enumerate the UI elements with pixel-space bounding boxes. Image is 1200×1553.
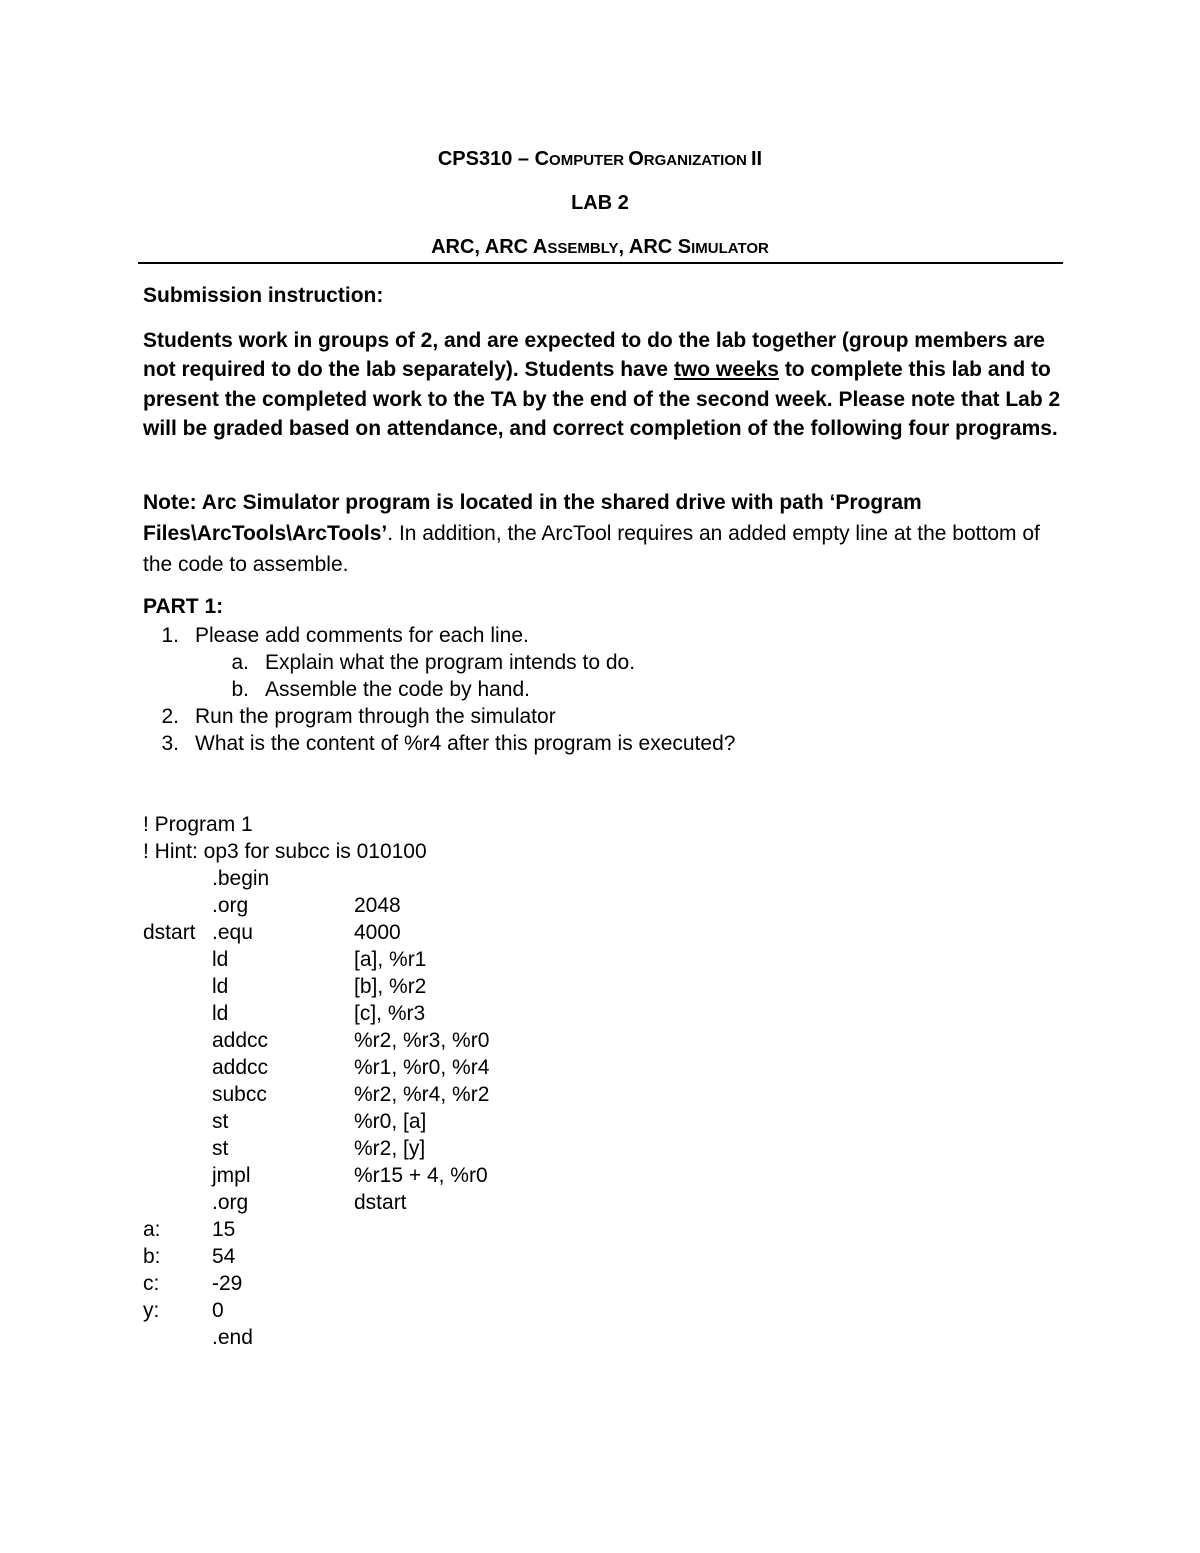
code-args: %r2, %r4, %r2 (354, 1083, 490, 1106)
code-args: 4000 (354, 921, 401, 944)
submission-text: to complete this lab and to present the completed work to the TA by the end of the second week. Please note that Lab 2 will be graded based on attendance, and correct completion of the following four programs. (143, 358, 1061, 441)
list-marker: 1. (161, 624, 179, 647)
code-args: dstart (354, 1191, 407, 1214)
list-marker: a. (231, 651, 249, 674)
code-args: %r15 + 4, %r0 (354, 1164, 488, 1187)
code-comment: ! Program 1 (143, 813, 253, 836)
note-bold-text: Note: Arc Simulator program is located in the shared drive with path ‘Program Files\ArcTools\ArcTools’ (143, 491, 922, 545)
code-op: ld (212, 975, 229, 998)
course-title (0, 147, 1200, 173)
code-label: a: (143, 1218, 161, 1241)
header-divider (138, 262, 1063, 264)
list-item-text: What is the content of %r4 after this program is executed? (195, 732, 736, 755)
list-marker: 3. (161, 732, 179, 755)
list-item-text: Please add comments for each line. (195, 624, 529, 647)
subtitle-part: ARC, ARC A (431, 236, 548, 258)
code-args: %r2, %r3, %r0 (354, 1029, 490, 1052)
note-paragraph (143, 487, 1063, 580)
list-marker: b. (231, 678, 249, 701)
subtitle-part: , ARC S (618, 236, 692, 258)
list-item (143, 704, 556, 730)
code-op: st (212, 1137, 229, 1160)
list-item (143, 731, 735, 757)
code-op: .org (212, 894, 249, 917)
code-op: 0 (212, 1299, 224, 1322)
code-args: [c], %r3 (354, 1002, 426, 1025)
submission-text: Students work in groups of 2, and are expected to do the lab together (group members are not required to do the lab separately). Students have (143, 329, 1045, 382)
list-item (213, 650, 635, 676)
subtitle-part: IMULATOR (691, 240, 769, 257)
code-op: addcc (212, 1056, 269, 1079)
lab-title: LAB 2 (571, 192, 629, 214)
code-args: %r2, [y] (354, 1137, 426, 1160)
code-label: b: (143, 1245, 161, 1268)
code-args: [a], %r1 (354, 948, 427, 971)
code-op: subcc (212, 1083, 267, 1106)
list-item-text: Explain what the program intends to do. (265, 651, 636, 674)
list-item-text: Run the program through the simulator (195, 705, 556, 728)
code-args: 2048 (354, 894, 401, 917)
code-label: dstart (143, 921, 196, 944)
course-name-part: RGANIZATION (643, 152, 751, 169)
code-comment: ! Hint: op3 for subcc is 010100 (143, 840, 427, 863)
code-op: .end (212, 1326, 253, 1349)
code-op: addcc (212, 1029, 269, 1052)
lab-subtitle (0, 235, 1200, 261)
code-label: c: (143, 1272, 160, 1295)
code-op: -29 (212, 1272, 243, 1295)
code-op: .begin (212, 867, 270, 890)
course-name-part: O (628, 148, 644, 170)
part1-heading: PART 1: (143, 595, 224, 618)
course-name-part: OMPUTER (549, 152, 629, 169)
code-op: ld (212, 948, 229, 971)
list-item (143, 623, 529, 649)
code-args: [b], %r2 (354, 975, 427, 998)
code-label: y: (143, 1299, 160, 1322)
code-op: st (212, 1110, 229, 1133)
course-name-part: II (751, 148, 763, 170)
code-op: .equ (212, 921, 253, 944)
code-op: 54 (212, 1245, 236, 1268)
course-name-part: C (534, 148, 550, 170)
list-item-text: Assemble the code by hand. (265, 678, 531, 701)
submission-paragraph (143, 326, 1063, 444)
subtitle-part: SSEMBLY (547, 240, 619, 257)
code-op: .org (212, 1191, 249, 1214)
code-op: jmpl (212, 1164, 251, 1187)
submission-underlined-text: two weeks (673, 358, 779, 382)
code-args: %r0, [a] (354, 1110, 427, 1133)
list-item (213, 677, 530, 703)
list-marker: 2. (161, 705, 179, 728)
code-op: 15 (212, 1218, 236, 1241)
code-op: ld (212, 1002, 229, 1025)
code-args: %r1, %r0, %r4 (354, 1056, 490, 1079)
note-text: . In addition, the ArcTool requires an added empty line at the bottom of the code to assemble. (143, 522, 1040, 576)
course-code: CPS310 – (437, 148, 535, 170)
submission-heading: Submission instruction: (143, 284, 384, 307)
